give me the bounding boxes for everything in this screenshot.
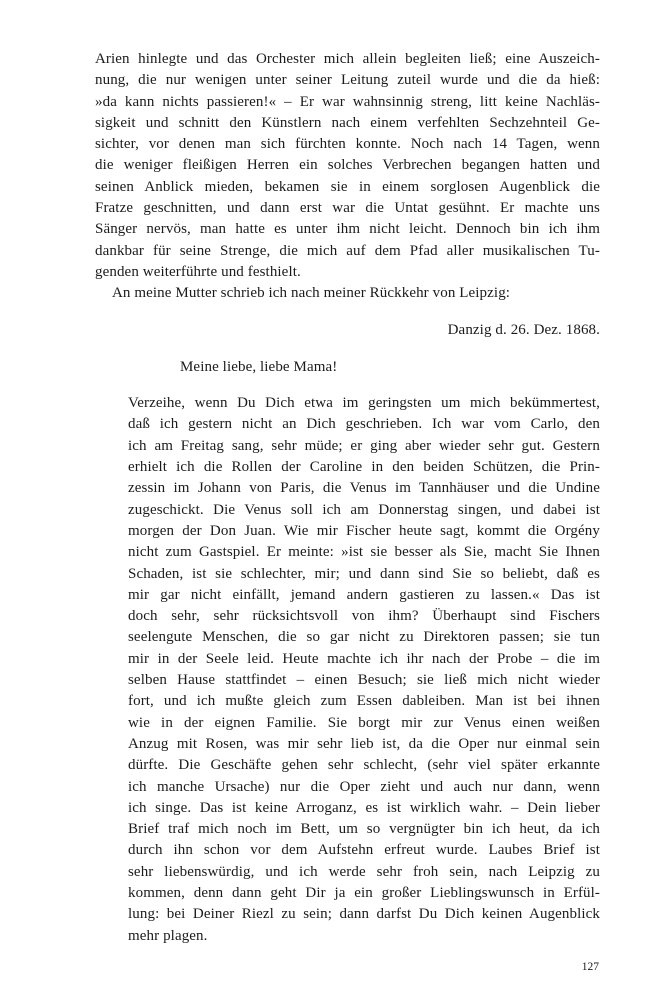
text-line: nung, die nur wenigen unter seiner Leitung zuteil wurde und die da hieß: bbox=[95, 72, 600, 89]
text-line: zugeschickt. Die Venus soll ich am Donnerstag singen, und dabei ist bbox=[128, 501, 600, 518]
letter-salutation: Meine liebe, liebe Mama! bbox=[180, 358, 338, 375]
text-line: zessin im Johann von Paris, die Venus im Tannhäuser und die Undine bbox=[128, 480, 600, 497]
text-line: seinen Anblick mieden, bekamen sie in einem sorglosen Augenblick die bbox=[95, 178, 600, 195]
text-line: mir in der Seele leid. Heute machte ich ihr nach der Probe – die im bbox=[128, 650, 600, 667]
body-paragraph bbox=[95, 49, 600, 283]
text-line: mir gar nicht einfällt, jemand andern gastieren zu lassen.« Das ist bbox=[128, 586, 600, 603]
text-line: Verzeihe, wenn Du Dich etwa im geringsten um mich bekümmertest, bbox=[128, 395, 600, 412]
text-line: Brief traf mich noch im Bett, um so vergnügter bin ich heut, da ich bbox=[128, 821, 600, 838]
text-column bbox=[95, 49, 600, 947]
text-line: sichter, vor denen man sich fürchten konnte. Noch nach 14 Tagen, wenn bbox=[95, 136, 600, 153]
letter-body bbox=[128, 393, 600, 947]
text-line: dürfte. Die Geschäfte gehen sehr schlecht, (sehr viel später erkannte bbox=[128, 757, 600, 774]
text-line: lung: bei Deiner Riezl zu sein; dann darfst Du Dich keinen Augenblick bbox=[128, 906, 600, 923]
text-line: nicht zum Gastspiel. Er meinte: »ist sie besser als Sie, macht Sie Ihnen bbox=[128, 544, 600, 561]
text-line: seelengute Menschen, die so gar nicht zu Direktoren passen; sie tun bbox=[128, 629, 600, 646]
text-line: selben Hause stattfindet – einen Besuch; sie ließ mich nicht wieder bbox=[128, 672, 600, 689]
transition-line: An meine Mutter schrieb ich nach meiner Rückkehr von Leipzig: bbox=[112, 285, 511, 302]
text-line: mehr plagen. bbox=[128, 927, 208, 944]
text-line: erhielt ich die Rollen der Caroline in den beiden Schützen, die Prin- bbox=[128, 459, 600, 476]
text-line: ich singe. Das ist keine Arroganz, es ist wirklich wahr. – Dein lieber bbox=[128, 799, 600, 816]
text-line: kommen, denn dann geht Dir ja ein großer Lieblingswunsch in Erfül- bbox=[128, 884, 600, 901]
text-line: daß ich gestern nicht an Dich geschrieben. Ich war vom Carlo, den bbox=[128, 416, 600, 433]
text-line: die weniger fleißigen Herren ein solches Verbrechen begangen hatten und bbox=[95, 157, 600, 174]
text-line: Schaden, ist sie schlechter, mir; und dann sind Sie so beliebt, daß es bbox=[128, 565, 600, 582]
text-line: Arien hinlegte und das Orchester mich allein begleiten ließ; eine Auszeich- bbox=[95, 51, 600, 67]
text-line: ich am Freitag sang, sehr müde; er ging aber wieder sehr gut. Gestern bbox=[128, 437, 600, 454]
text-line: durch ihn schon vor dem Aufstehn erfreut wurde. Laubes Brief ist bbox=[128, 842, 600, 859]
text-line: sigkeit und schnitt den Künstlern nach einem verfehlten Sechzehnteil Ge- bbox=[95, 114, 600, 131]
text-line: sehr liebenswürdig, und ich werde sehr froh sein, nach Leipzig zu bbox=[128, 863, 600, 880]
letter-dateline: Danzig d. 26. Dez. 1868. bbox=[447, 321, 600, 338]
text-line: ich manche Ursache) nur die Oper zieht und auch nur dann, wenn bbox=[128, 778, 600, 795]
text-line: morgen der Don Juan. Wie mir Fischer heute sagt, kommt die Orgény bbox=[128, 522, 600, 539]
text-line: Fratze geschnitten, und dann erst war die Untat gesühnt. Er machte uns bbox=[95, 200, 600, 217]
text-line: Sänger nervös, man hatte es unter ihm nicht leicht. Dennoch bin ich ihm bbox=[95, 221, 600, 238]
text-line: doch sehr, sehr rücksichtsvoll von ihm? Überhaupt sind Fischers bbox=[128, 608, 600, 625]
text-line: Anzug mit Rosen, was mir sehr lieb ist, da die Oper nur einmal sein bbox=[128, 735, 600, 752]
text-line: »da kann nichts passieren!« – Er war wahnsinnig streng, litt keine Nachläs- bbox=[95, 93, 600, 110]
text-line: dankbar für seine Strenge, die mich auf dem Pfad aller musikalischen Tu- bbox=[95, 242, 600, 259]
page-number: 127 bbox=[581, 961, 599, 973]
text-line: genden weiterführte und festhielt. bbox=[95, 263, 301, 280]
text-line: wie in der eignen Familie. Sie borgt mir zur Venus einen weißen bbox=[128, 714, 600, 731]
text-line: fort, und ich mußte gleich zum Essen dableiben. Man ist bei ihnen bbox=[128, 693, 600, 710]
